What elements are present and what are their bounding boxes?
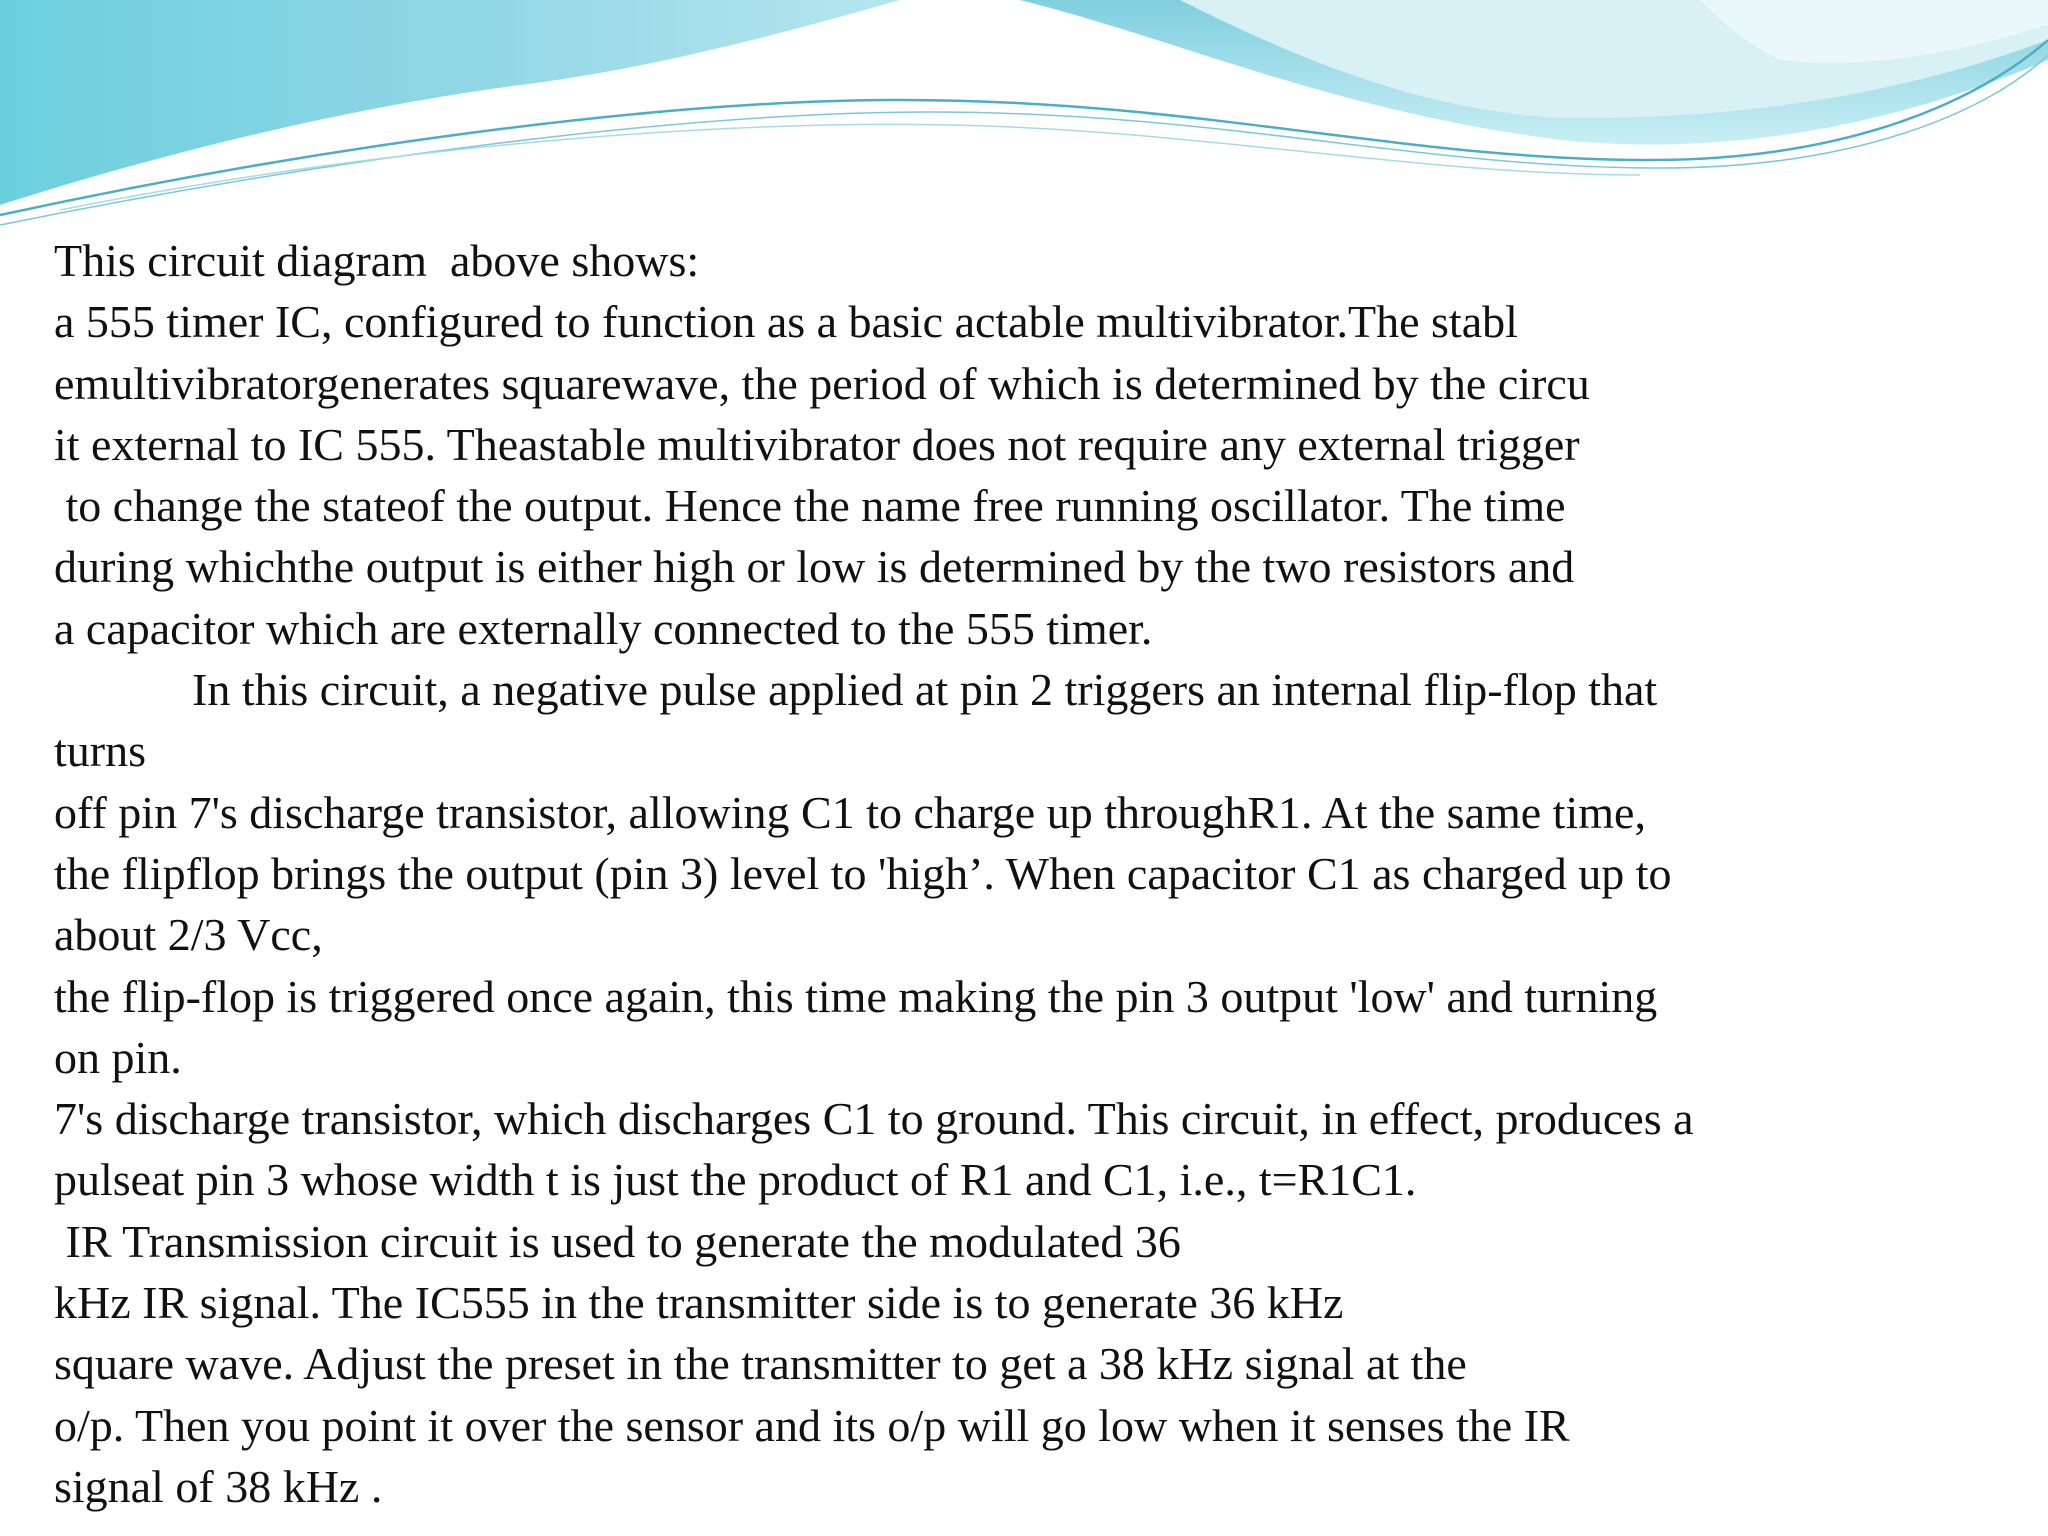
body-text-line: the flipflop brings the output (pin 3) level to 'high’. When capacitor C1 as charged up to <box>54 847 1672 899</box>
body-text-line: This circuit diagram above shows: <box>54 235 700 286</box>
body-text-line: off pin 7's discharge transistor, allowing C1 to charge up throughR1. At the same time, <box>54 786 1646 838</box>
body-text-line: emultivibratorgenerates squarewave, the period of which is determined by the circu <box>54 357 1590 409</box>
body-text-line: a capacitor which are externally connected to the 555 timer. <box>54 602 1153 654</box>
body-text-line: o/p. Then you point it over the sensor and its o/p will go low when it senses the IR <box>54 1399 1570 1451</box>
body-text-line: 7's discharge transistor, which discharges C1 to ground. This circuit, in effect, produces a <box>54 1093 1694 1145</box>
body-text-line: to change the stateof the output. Hence the name free running oscillator. The time <box>54 480 1566 532</box>
body-text-line: about 2/3 Vcc, <box>54 909 323 961</box>
body-text-line: a 555 timer IC, configured to function as a basic actable multivibrator.The stabl <box>54 296 1518 348</box>
body-text-line: turns <box>54 725 146 777</box>
wave-line-3 <box>60 124 1640 210</box>
body-text-line: the flip-flop is triggered once again, this time making the pin 3 output 'low' and turning <box>54 970 1658 1022</box>
body-text-line: on pin. <box>54 1031 182 1083</box>
slide-body-text <box>54 230 2014 1517</box>
body-text-line: during whichthe output is either high or low is determined by the two resistors and <box>54 541 1575 593</box>
body-text-line: kHz IR signal. The IC555 in the transmitter side is to generate 36 kHz <box>54 1277 1344 1329</box>
body-text-line: IR Transmission circuit is used to generate the modulated 36 <box>54 1215 1181 1267</box>
header-wave-decoration <box>0 0 2048 240</box>
body-text-line: square wave. Adjust the preset in the transmitter to get a 38 kHz signal at the <box>54 1338 1467 1390</box>
body-text-line: In this circuit, a negative pulse applied at pin 2 triggers an internal flip-flop that <box>54 664 1658 716</box>
body-text-line: pulseat pin 3 whose width t is just the product of R1 and C1, i.e., t=R1C1. <box>54 1154 1417 1206</box>
body-text-line: signal of 38 kHz . <box>54 1460 383 1512</box>
wave-band-left <box>0 0 900 205</box>
body-text-line: it external to IC 555. Theastable multivibrator does not require any external trigger <box>54 418 1580 470</box>
